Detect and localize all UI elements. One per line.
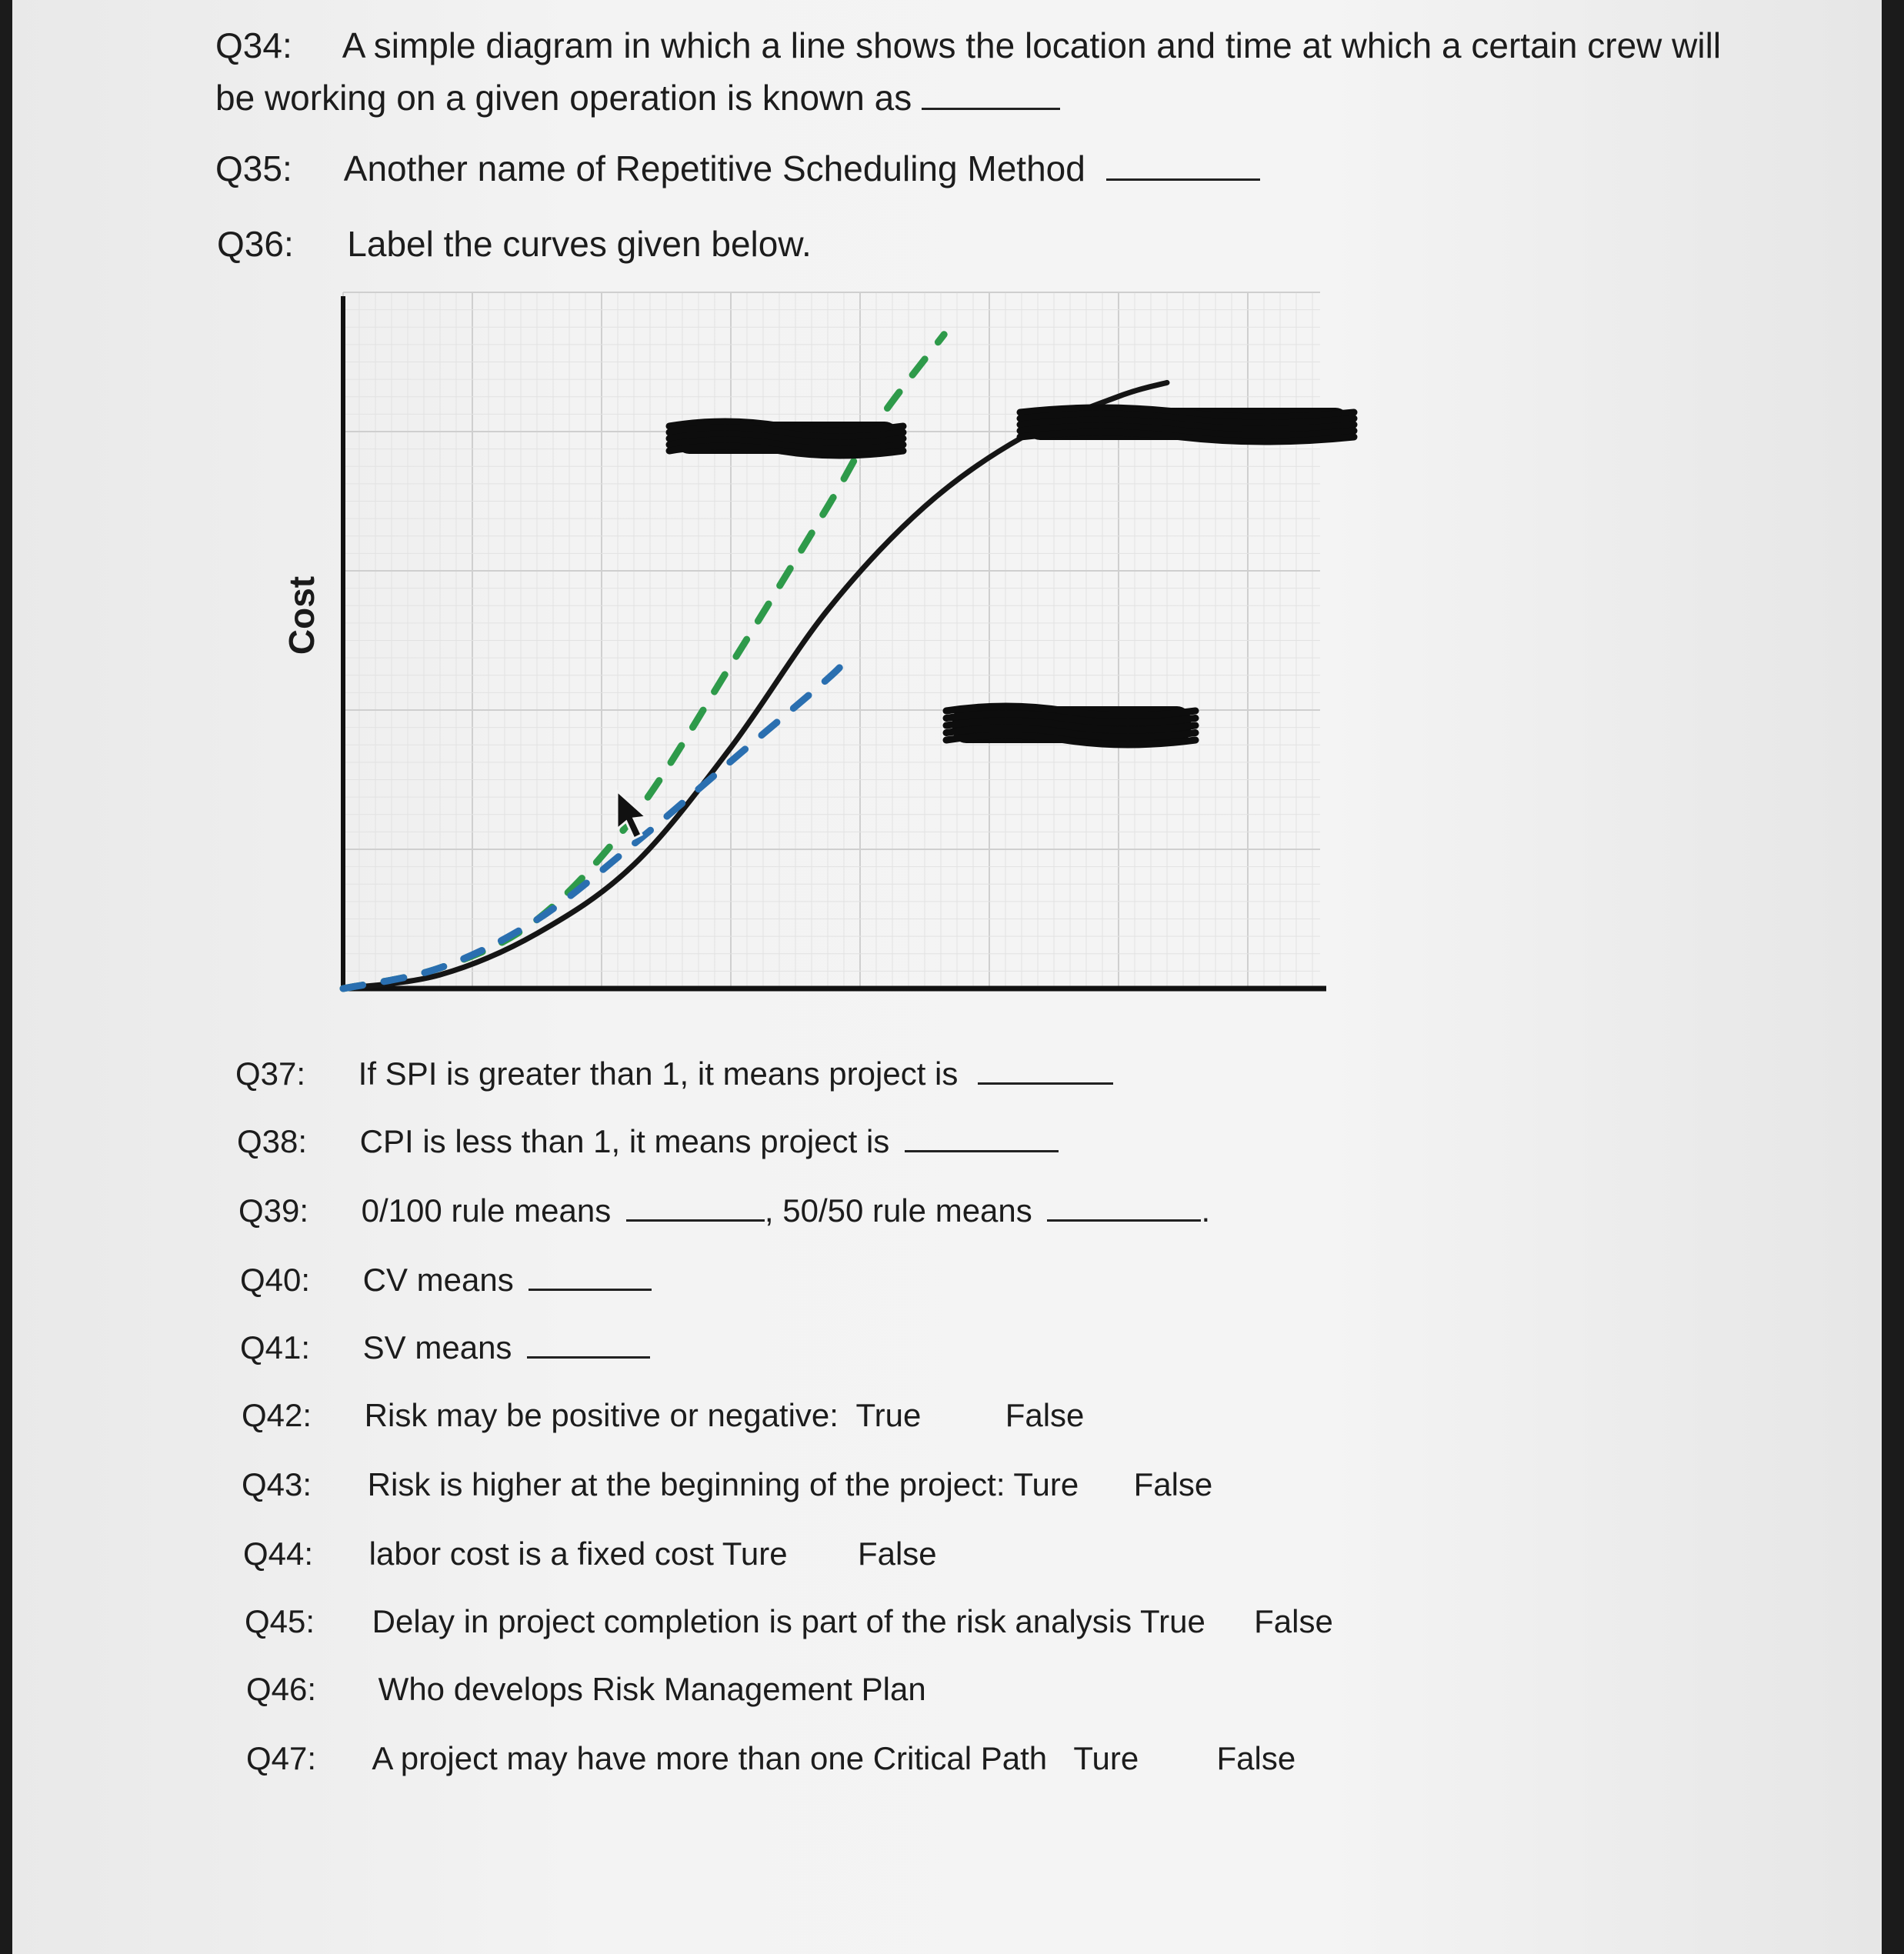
redacted-label-1 [669, 422, 903, 455]
question-number: Q42: [242, 1397, 312, 1433]
question-text: Risk is higher at the beginning of the project: Ture [367, 1466, 1079, 1502]
question-text: A simple diagram in which a line shows the location and time at which a certain crew will [342, 25, 1722, 65]
question-q42 [242, 1397, 1084, 1434]
y-axis-label: Cost [282, 575, 322, 655]
question-text: labor cost is a fixed cost Ture [368, 1536, 788, 1572]
question-number: Q43: [242, 1466, 312, 1502]
question-q37 [235, 1055, 1113, 1092]
question-q40 [240, 1262, 652, 1299]
question-q43 [242, 1466, 1212, 1503]
question-q45 [245, 1603, 1333, 1640]
question-q39 [238, 1192, 1210, 1229]
question-text: If SPI is greater than 1, it means project is [358, 1055, 959, 1092]
question-text-b: , 50/50 rule means [764, 1192, 1032, 1229]
option-false[interactable]: False [857, 1536, 937, 1572]
question-text: Delay in project completion is part of the risk analysis True [372, 1603, 1205, 1639]
series-line-3 [343, 658, 847, 989]
answer-blank[interactable] [529, 1288, 652, 1291]
question-text: Who develops Risk Management Plan [378, 1671, 926, 1707]
question-number: Q47: [246, 1740, 317, 1776]
option-false[interactable]: False [1133, 1466, 1213, 1502]
chart-axes [342, 296, 1326, 990]
answer-blank-2[interactable] [1047, 1219, 1201, 1222]
question-number: Q36: [217, 224, 294, 264]
question-text: A project may have more than one Critical Path Ture [372, 1740, 1139, 1776]
question-text-continued: be working on a given operation is known as [215, 78, 912, 118]
question-number: Q40: [240, 1262, 311, 1298]
chart-grid [343, 292, 1320, 989]
option-false[interactable]: False [1005, 1397, 1085, 1433]
question-q47 [246, 1740, 1295, 1777]
question-q41 [240, 1329, 650, 1366]
redacted-labels [669, 408, 1354, 745]
question-number: Q35: [215, 148, 292, 188]
answer-blank[interactable] [978, 1082, 1113, 1085]
series-line-2 [343, 382, 1167, 989]
answer-blank[interactable] [905, 1149, 1059, 1152]
question-number: Q38: [237, 1123, 308, 1159]
question-text: Another name of Repetitive Scheduling Method [343, 148, 1085, 188]
answer-blank-1[interactable] [626, 1219, 765, 1222]
question-q46 [246, 1671, 926, 1708]
redacted-label-3 [946, 706, 1195, 745]
option-false[interactable]: False [1254, 1603, 1333, 1639]
question-text: Risk may be positive or negative: True [364, 1397, 922, 1433]
option-false[interactable]: False [1216, 1740, 1296, 1776]
question-number: Q41: [240, 1329, 311, 1365]
document-page [12, 0, 1882, 1954]
question-text: Label the curves given below. [347, 224, 812, 264]
cost-curve-chart [12, 0, 1882, 1046]
question-number: Q46: [246, 1671, 317, 1707]
redacted-label-2 [1020, 408, 1354, 442]
question-q38 [237, 1123, 1059, 1160]
question-number: Q34: [215, 25, 292, 65]
question-q44 [243, 1536, 937, 1572]
question-number: Q45: [245, 1603, 315, 1639]
question-text: SV means [362, 1329, 512, 1365]
question-number: Q37: [235, 1055, 306, 1092]
question-text: CPI is less than 1, it means project is [359, 1123, 890, 1159]
question-number: Q39: [238, 1192, 309, 1229]
answer-blank[interactable] [527, 1355, 650, 1359]
question-text: 0/100 rule means [361, 1192, 612, 1229]
question-number: Q44: [243, 1536, 314, 1572]
question-text: CV means [362, 1262, 514, 1298]
question-end: . [1201, 1192, 1211, 1229]
